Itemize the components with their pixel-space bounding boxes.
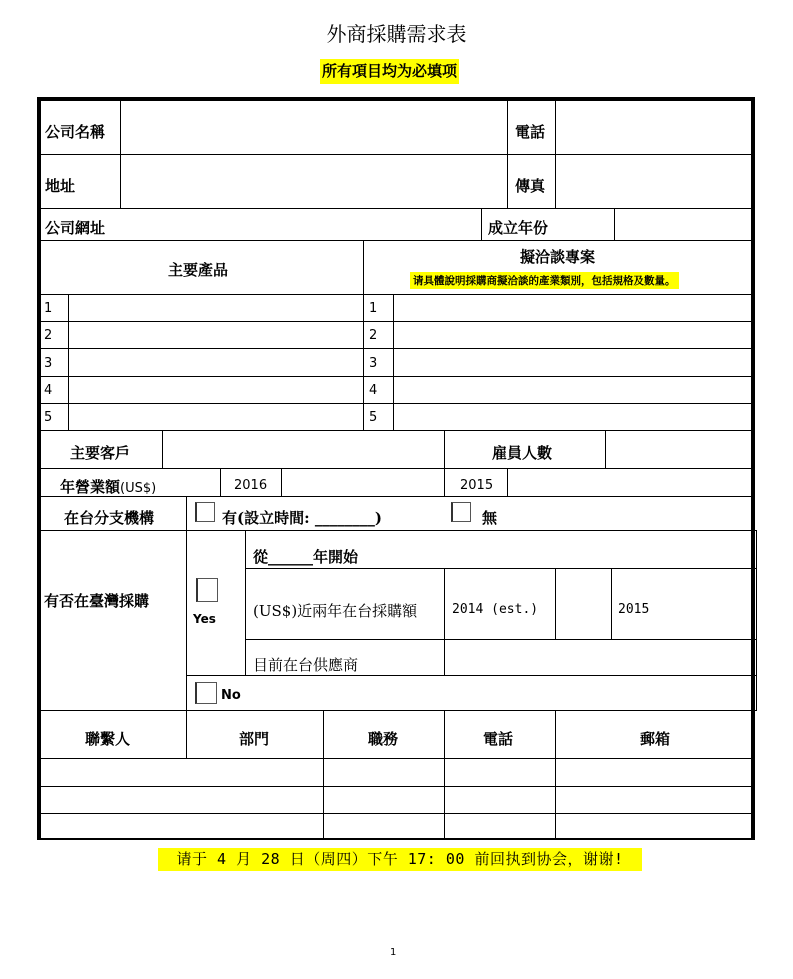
employees-field[interactable] [606, 431, 755, 468]
revenue-2016-field[interactable] [282, 469, 444, 496]
main-clients-label: 主要客戶 [70, 444, 131, 462]
divider [39, 240, 755, 241]
yes-label: Yes [193, 612, 216, 626]
project-number: 5 [369, 410, 378, 425]
phone-label: 電話 [515, 123, 546, 141]
main-clients-field[interactable] [163, 431, 444, 468]
since-year-label: 從______年開始 [253, 548, 359, 566]
divider [756, 530, 757, 710]
company-name-label: 公司名稱 [45, 123, 106, 141]
product-field-1[interactable] [69, 295, 363, 321]
founded-year-field[interactable] [615, 209, 755, 240]
divider [186, 496, 187, 530]
suppliers-field[interactable] [445, 640, 756, 675]
deadline-notice: 请于 4 月 28 日（周四）下午 17: 00 前回执到协会，谢谢! [158, 848, 642, 871]
main-products-label: 主要產品 [168, 261, 229, 279]
purchase-2014-field[interactable] [556, 569, 611, 639]
purchase-amount-label: (US$)近兩年在台採購額 [253, 602, 418, 620]
purchase-yes-checkbox[interactable] [196, 578, 218, 602]
fax-label: 傳真 [515, 177, 546, 195]
divider [507, 101, 508, 208]
website-field[interactable] [200, 209, 481, 240]
no-label: No [221, 688, 241, 703]
branch-yes-checkbox[interactable] [195, 502, 215, 522]
divider [186, 675, 757, 676]
divider [444, 430, 445, 496]
phone-field[interactable] [556, 101, 755, 154]
product-number: 2 [44, 328, 53, 343]
divider [481, 208, 482, 240]
address-field[interactable] [121, 155, 507, 208]
address-label: 地址 [45, 177, 76, 195]
divider [611, 568, 612, 639]
product-number: 1 [44, 301, 53, 316]
purchase-2015-label: 2015 [618, 602, 650, 617]
product-number: 3 [44, 356, 53, 371]
divider [245, 568, 757, 569]
contact-header-department: 部門 [239, 730, 270, 748]
employees-label: 雇員人數 [492, 444, 553, 462]
project-field-5[interactable] [394, 404, 755, 430]
product-field-2[interactable] [69, 322, 363, 348]
project-number: 1 [369, 301, 378, 316]
branch-label: 在台分支機構 [64, 509, 155, 527]
contact-header-name: 聯繫人 [85, 730, 131, 748]
company-name-field[interactable] [121, 101, 507, 154]
project-field-4[interactable] [394, 377, 755, 403]
document-title: 外商採購需求表 [326, 22, 467, 46]
annual-revenue-text: 年營業額 [60, 478, 121, 496]
contact-header-phone: 電話 [483, 730, 514, 748]
branch-no-checkbox[interactable] [451, 502, 471, 522]
suppliers-label: 目前在台供應商 [253, 656, 359, 674]
product-number: 5 [44, 410, 53, 425]
year-2016-label: 2016 [234, 478, 268, 493]
table-row[interactable] [39, 814, 755, 838]
year-2015-label: 2015 [460, 478, 494, 493]
project-field-1[interactable] [394, 295, 755, 321]
annual-revenue-label [60, 476, 156, 497]
product-field-4[interactable] [69, 377, 363, 403]
page-number: 1 [390, 947, 397, 958]
purchase-2014-label: 2014 (est.) [452, 602, 539, 617]
taiwan-purchase-label: 有否在臺灣採購 [44, 592, 150, 610]
website-label: 公司網址 [45, 219, 106, 237]
divider [186, 530, 187, 758]
branch-no-label: 無 [482, 509, 498, 527]
project-label: 擬洽談專案 [520, 248, 596, 266]
contact-header-title: 職務 [368, 730, 399, 748]
project-number: 3 [369, 356, 378, 371]
project-field-3[interactable] [394, 349, 755, 376]
revenue-2015-field[interactable] [508, 469, 755, 496]
project-note: 请具體說明採購商擬洽談的產業類別，包括規格及數量。 [410, 272, 679, 289]
fax-field[interactable] [556, 155, 755, 208]
contact-header-email: 郵箱 [640, 730, 671, 748]
purchase-no-checkbox[interactable] [195, 682, 217, 704]
table-row[interactable] [39, 759, 755, 786]
divider [39, 530, 757, 531]
product-field-5[interactable] [69, 404, 363, 430]
table-row[interactable] [39, 787, 755, 813]
divider [39, 710, 757, 711]
project-number: 4 [369, 383, 378, 398]
divider [220, 468, 221, 496]
required-notice: 所有項目均为必填项 [320, 59, 459, 84]
product-number: 4 [44, 383, 53, 398]
founded-year-label: 成立年份 [488, 219, 549, 237]
divider [245, 530, 246, 675]
branch-yes-label: 有(設立時間: ________) [222, 509, 382, 527]
project-field-2[interactable] [394, 322, 755, 348]
project-number: 2 [369, 328, 378, 343]
product-field-3[interactable] [69, 349, 363, 376]
divider [363, 240, 364, 430]
revenue-unit: (US$) [120, 481, 157, 496]
